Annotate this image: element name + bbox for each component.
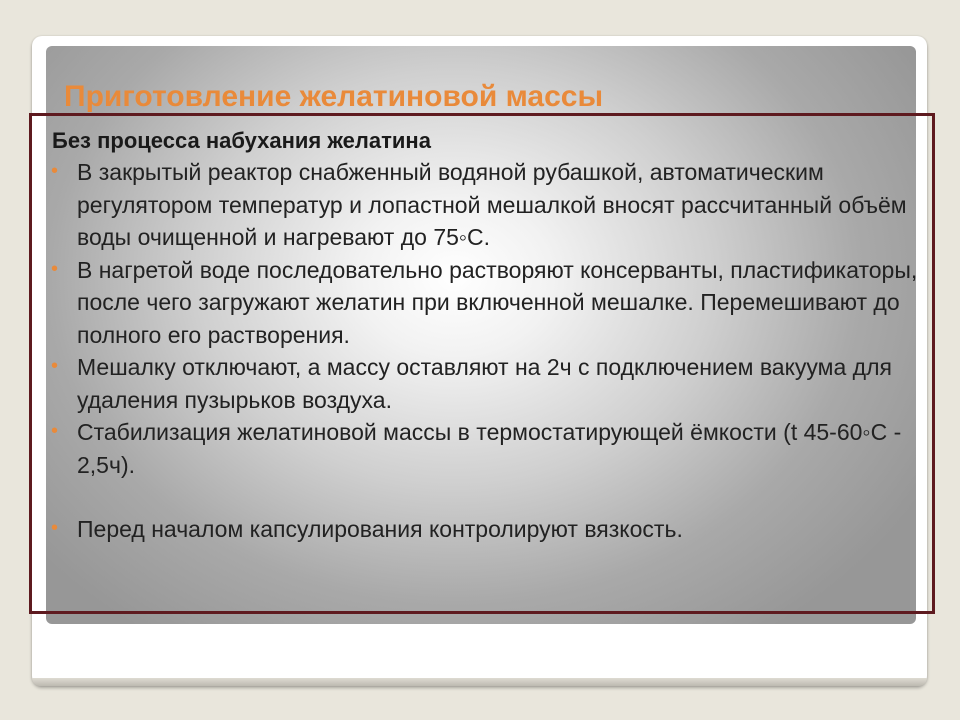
bullet-item-2: [50, 254, 930, 352]
bullet-list: [50, 156, 930, 546]
bullet-point-icon: •: [51, 160, 59, 182]
bullet-item-3: [50, 351, 930, 416]
slide-title: Приготовление желатиновой массы: [64, 80, 604, 113]
bullet-point-icon: •: [51, 355, 59, 377]
bullet-point-icon: •: [51, 257, 59, 280]
bullet-text: Стабилизация желатиновой массы в термостатирующей ёмкости (t 45-60◦С - 2,5ч).: [77, 419, 902, 478]
bullet-item-4: [50, 416, 930, 481]
bullet-text: В нагретой воде последовательно растворяют консерванты, пластификаторы, после чего загружают желатин при включенной мешалке. Перемешивают до полного его растворения.: [77, 256, 918, 348]
bullet-point-icon: •: [51, 517, 59, 539]
slide-bottom-bar: [32, 678, 927, 686]
bullet-text: Перед началом капсулирования контролируют вязкость.: [77, 516, 683, 542]
bullet-text: В закрытый реактор снабженный водяной рубашкой, автоматическим регулятором температур и лопастной мешалкой вносят рассчитанный объём воды очищенной и нагревают до 75◦С.: [77, 159, 907, 250]
bullet-point-icon: •: [51, 420, 59, 442]
bullet-item-5: [50, 513, 930, 546]
slide-subtitle: Без процесса набухания желатина: [52, 128, 431, 153]
bullet-text: Мешалку отключают, а массу оставляют на 2ч с подключением вакуума для удаления пузырьков воздуха.: [77, 354, 892, 413]
bullet-item-1: [50, 156, 930, 254]
